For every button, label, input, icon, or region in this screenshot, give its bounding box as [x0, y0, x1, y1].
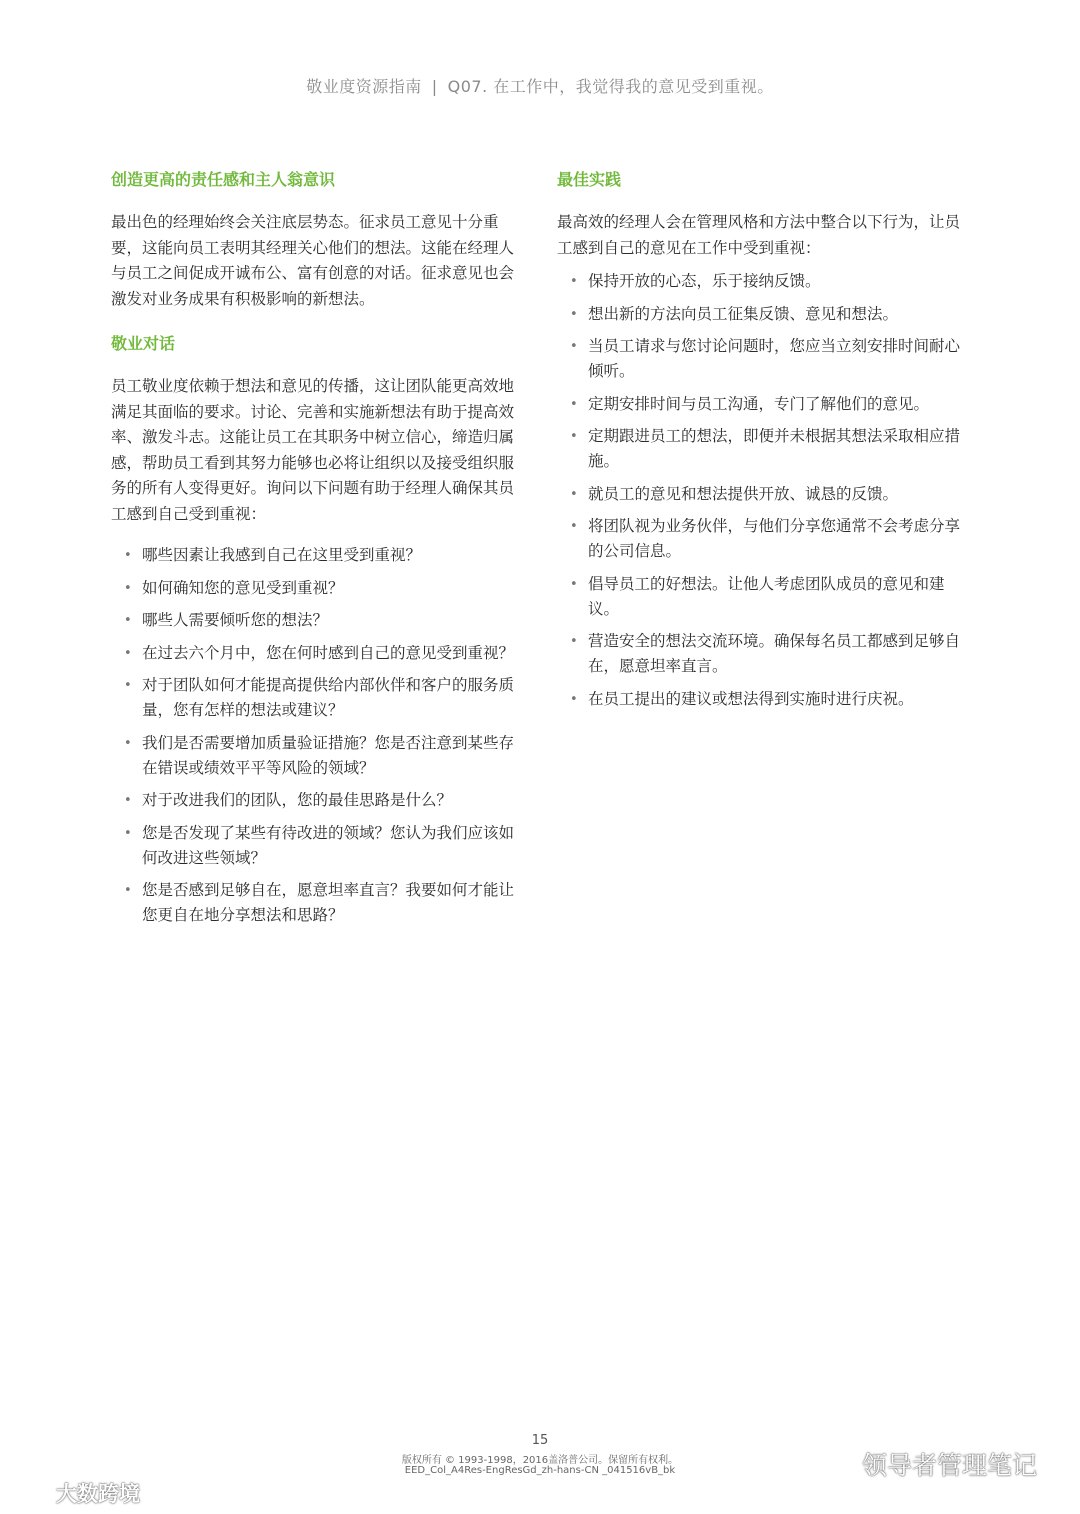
question-list: [111, 543, 526, 928]
bullet-icon: •: [570, 396, 578, 412]
bullet-icon: •: [124, 548, 132, 563]
list-item-text: 当员工请求与您讨论问题时，您应当立刻安排时间耐心倾听。: [588, 337, 961, 380]
section-heading-best-practices: 最佳实践: [557, 170, 622, 189]
bullet-icon: •: [570, 576, 578, 592]
list-item: [557, 334, 967, 384]
watermark-left: [12, 1478, 140, 1508]
bullet-icon: •: [570, 306, 578, 322]
page-number: 15: [531, 1433, 549, 1448]
list-item: [557, 514, 967, 564]
watermark-right-text: 领导者管理笔记: [862, 1451, 1038, 1480]
section-body-dialogue: 员工敬业度依赖于想法和意见的传播，这让团队能更高效地满足其面临的要求。讨论、完善和实施新想法有助于提高效率、激发斗志。这能让员工在其职务中树立信心，缔造归属感，帮助员工看到其努力能够也必将让组织以及接受组织服务的所有人变得更好。询问以下问题有助于经理人确保其员工感到自己受到重视：: [111, 377, 515, 523]
list-item-text: 哪些人需要倾听您的想法？: [142, 611, 329, 629]
list-item: [111, 641, 526, 666]
wechat-icon: [814, 1449, 856, 1479]
running-header: [0, 74, 1080, 97]
practice-list: [557, 269, 967, 712]
list-item-text: 在员工提出的建议或想法得到实施时进行庆祝。: [588, 689, 914, 708]
list-item-text: 哪些因素让我感到自己在这里受到重视？: [142, 546, 422, 564]
bullet-icon: •: [570, 429, 578, 444]
list-item: [557, 424, 967, 474]
list-item-text: 对于改进我们的团队，您的最佳思路是什么？: [142, 791, 453, 809]
list-item-text: 将团队视为业务伙伴，与他们分享您通常不会考虑分享的公司信息。: [588, 517, 961, 560]
list-item-text: 我们是否需要增加质量验证措施？您是否注意到某些存在错误或绩效平平等风险的领域？: [142, 733, 515, 777]
bullet-icon: •: [570, 691, 578, 707]
list-item: [557, 392, 967, 417]
section-body-ownership: 最出色的经理始终会关注底层势态。征求员工意见十分重要，这能向员工表明其经理关心他们的想法。这能在经理人与员工之间促成开诚布公、富有创意的对话。征求意见也会激发对业务成果有积极影响的新想法。: [111, 213, 515, 308]
list-item-text: 就员工的意见和想法提供开放、诚恳的反馈。: [588, 484, 899, 503]
list-item-text: 对于团队如何才能提高提供给内部伙伴和客户的服务质量，您有怎样的想法或建议？: [142, 676, 515, 719]
bullet-icon: •: [570, 339, 578, 354]
bullet-icon: •: [124, 645, 132, 661]
bullet-icon: •: [124, 825, 132, 841]
list-item: [557, 269, 967, 294]
bullet-icon: •: [124, 678, 132, 693]
best-practices-intro: 最高效的经理人会在管理风格和方法中整合以下行为，让员工感到自己的意见在工作中受到重视：: [557, 213, 961, 257]
watermark-right: [814, 1446, 1037, 1482]
watermark-left-text: 大数跨境: [56, 1482, 140, 1506]
list-item: [557, 572, 967, 622]
list-item: [111, 821, 526, 871]
guide-title: 敬业度资源指南: [306, 77, 422, 96]
copyright-notice: 版权所有 © 1993-1998，2016盖洛普公司。保留所有权利。: [401, 1455, 679, 1466]
list-item-text: 您是否感到足够自在，愿意坦率直言？我要如何才能让您更自在地分享想法和思路？: [142, 881, 515, 924]
header-separator: |: [431, 77, 438, 96]
bullet-icon: •: [570, 634, 578, 649]
list-item: [111, 543, 526, 568]
left-column: [111, 168, 526, 936]
watermark-logo-icon: [12, 1481, 52, 1505]
list-item-text: 想出新的方法向员工征集反馈、意见和想法。: [588, 304, 899, 323]
list-item: [557, 629, 967, 679]
list-item-text: 营造安全的想法交流环境。确保每名员工都感到足够自在，愿意坦率直言。: [588, 632, 961, 675]
list-item-text: 如何确知您的意见受到重视？: [142, 578, 344, 597]
right-column: [557, 168, 967, 719]
list-item: [111, 576, 526, 601]
bullet-icon: •: [570, 486, 578, 502]
list-item: [557, 302, 967, 327]
list-item-text: 保持开放的心态，乐于接纳反馈。: [588, 272, 821, 290]
list-item: [111, 673, 526, 723]
list-item-text: 倡导员工的好想法。让他人考虑团队成员的意见和建议。: [588, 574, 945, 618]
list-item: [557, 482, 967, 507]
bullet-icon: •: [570, 519, 578, 534]
list-item: [557, 687, 967, 712]
list-item: [111, 608, 526, 633]
list-item: [111, 878, 526, 928]
list-item: [111, 731, 526, 781]
bullet-icon: •: [124, 735, 132, 751]
bullet-icon: •: [124, 793, 132, 808]
question-title: Q07. 在工作中，我觉得我的意见受到重视。: [447, 77, 774, 96]
section-heading-ownership: 创造更高的责任感和主人翁意识: [111, 170, 336, 189]
bullet-icon: •: [124, 580, 132, 596]
list-item-text: 定期跟进员工的想法，即便并未根据其想法采取相应措施。: [588, 427, 961, 470]
document-code: EED_Col_A4Res-EngResGd_zh-hans-CN _041516vB_bk: [404, 1465, 676, 1476]
list-item-text: 在过去六个月中，您在何时感到自己的意见受到重视？: [142, 643, 515, 662]
bullet-icon: •: [124, 883, 132, 898]
list-item: [111, 788, 526, 813]
bullet-icon: •: [124, 613, 132, 628]
list-item-text: 定期安排时间与员工沟通，专门了解他们的意见。: [588, 394, 930, 413]
bullet-icon: •: [570, 274, 578, 289]
list-item-text: 您是否发现了某些有待改进的领域？您认为我们应该如何改进这些领域？: [142, 823, 515, 867]
section-heading-dialogue: 敬业对话: [111, 334, 176, 353]
